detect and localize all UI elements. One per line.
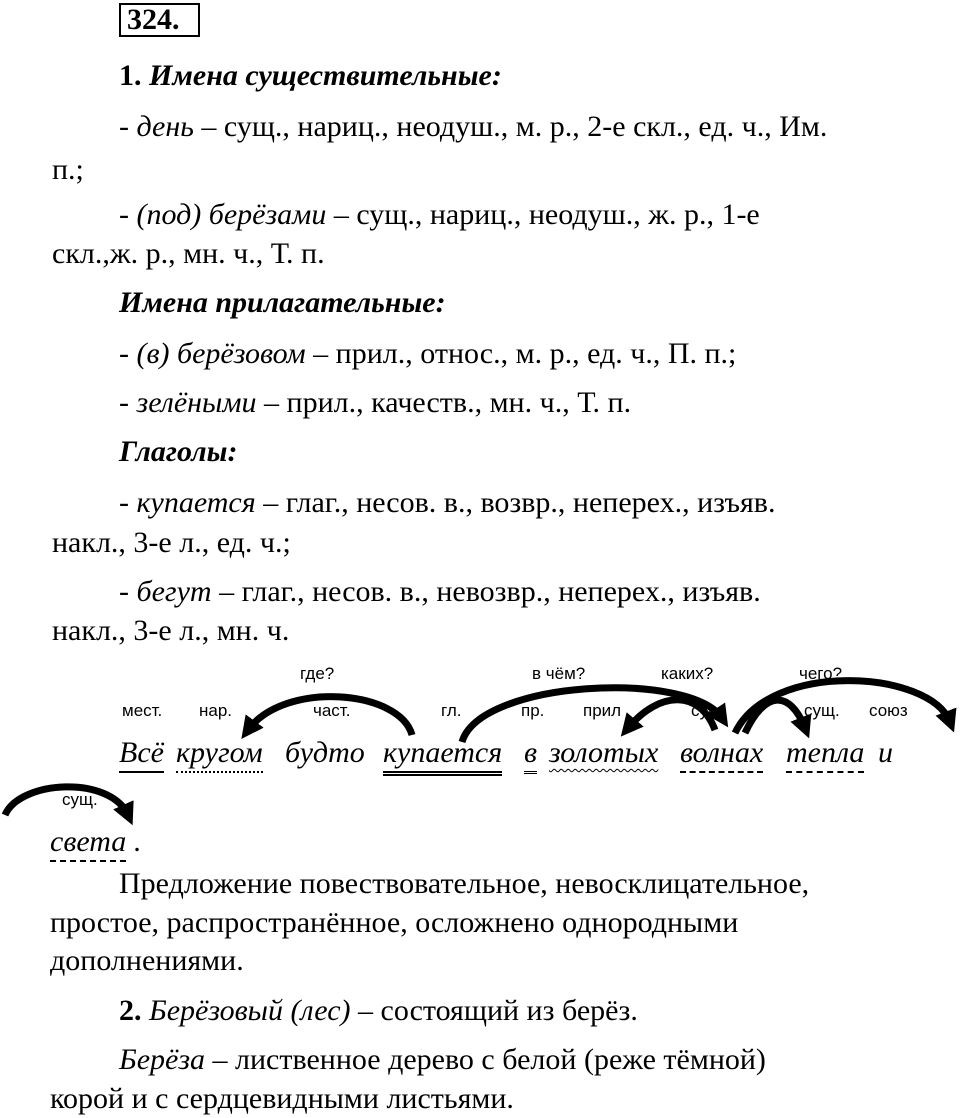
sentence-word-particle: будто bbox=[285, 736, 365, 769]
noun-entry-1-cont: п.; bbox=[52, 153, 84, 186]
entry-word: зелёными bbox=[136, 386, 257, 419]
entry-desc: – состоящий из берёз. bbox=[350, 994, 638, 1027]
entry-word: Берёзовый (лес) bbox=[149, 994, 351, 1027]
sentence-word-object: тепла bbox=[786, 735, 864, 773]
sentence-word-object: волнах bbox=[680, 735, 763, 773]
pos-label: гл. bbox=[441, 701, 462, 720]
pos-label: част. bbox=[313, 701, 351, 720]
sentence-word-predicate: купается bbox=[383, 735, 502, 776]
section-number: 2. bbox=[119, 994, 142, 1027]
verbs-heading: Глаголы: bbox=[119, 435, 238, 468]
sentence-word-attribute: золотых bbox=[549, 736, 659, 769]
sentence-period: . bbox=[134, 825, 142, 858]
adjective-entry-2: - зелёными – прил., качеств., мн. ч., Т. п. bbox=[119, 386, 632, 419]
verb-entry-2: - бегут – глаг., несов. в., невозвр., неперех., изъяв. bbox=[119, 575, 761, 608]
question-label: где? bbox=[300, 664, 335, 683]
entry-desc: – прил., качеств., мн. ч., Т. п. bbox=[256, 386, 632, 419]
entry-word: день bbox=[136, 110, 194, 143]
pos-label: мест. bbox=[122, 701, 163, 720]
sentence-word-subject: Всё bbox=[119, 735, 164, 773]
exercise-number: 324. bbox=[119, 3, 200, 37]
verb-entry-1: - купается – глаг., несов. в., возвр., неперех., изъяв. bbox=[119, 486, 776, 519]
entry-desc: – сущ., нариц., неодуш., м. р., 2-е скл., ед. ч., Им. bbox=[193, 110, 828, 143]
noun-entry-1: - день – сущ., нариц., неодуш., м. р., 2-е скл., ед. ч., Им. bbox=[119, 110, 828, 143]
pos-label: сущ bbox=[691, 701, 722, 720]
verb-entry-1-cont: накл., 3-е л., ед. ч.; bbox=[52, 526, 291, 559]
entry-word: (под) берёзами bbox=[136, 198, 327, 231]
analysis-line-1: Предложение повествовательное, невосклицательное, bbox=[119, 867, 810, 900]
sentence-word-adverbial: кругом bbox=[176, 735, 263, 773]
entry-word: Берёза bbox=[119, 1043, 206, 1076]
adjective-entry-1: - (в) берёзовом – прил., относ., м. р., ед. ч., П. п.; bbox=[119, 337, 737, 370]
noun-entry-2-cont: скл.,ж. р., мн. ч., Т. п. bbox=[52, 237, 325, 270]
entry-desc: – глаг., несов. в., возвр., неперех., изъяв. bbox=[255, 486, 776, 519]
pos-label: прил bbox=[583, 701, 622, 720]
entry-word: купается bbox=[136, 486, 256, 519]
pos-label: сущ. bbox=[62, 790, 98, 809]
definition-cont: корой и с сердцевидными листьями. bbox=[50, 1082, 514, 1115]
verb-entry-2-cont: накл., 3-е л., мн. ч. bbox=[52, 614, 290, 647]
entry-desc: – лиственное дерево с белой (реже тёмной) bbox=[205, 1043, 766, 1076]
entry-desc: – сущ., нариц., неодуш., ж. р., 1-е bbox=[326, 198, 760, 231]
entry-desc: – глаг., несов. в., невозвр., неперех., изъяв. bbox=[211, 575, 761, 608]
entry-word: (в) берёзовом bbox=[136, 337, 306, 370]
pos-label: пр. bbox=[521, 701, 545, 720]
section-number: 1. bbox=[119, 59, 142, 92]
pos-label: союз bbox=[869, 701, 908, 720]
entry-desc: – прил., относ., м. р., ед. ч., П. п.; bbox=[305, 337, 737, 370]
entry-word: бегут bbox=[136, 575, 212, 608]
question-label: в чём? bbox=[532, 664, 586, 683]
adjectives-heading: Имена прилагательные: bbox=[119, 286, 446, 319]
part2-line bbox=[119, 993, 638, 1029]
sentence-word-conjunction: и bbox=[878, 736, 893, 769]
analysis-line-3: дополнениями. bbox=[50, 944, 244, 977]
definition-line bbox=[119, 1042, 766, 1078]
sentence-word-preposition: в bbox=[524, 735, 537, 774]
sentence-word-object: света bbox=[50, 824, 126, 862]
question-label: каких? bbox=[661, 664, 714, 683]
section-title: Имена существительные: bbox=[149, 59, 502, 92]
analysis-line-2: простое, распространённое, осложнено однородными bbox=[50, 906, 739, 939]
question-label: чего? bbox=[799, 664, 843, 683]
noun-entry-2: - (под) берёзами – сущ., нариц., неодуш., ж. р., 1-е bbox=[119, 198, 760, 231]
pos-label: сущ. bbox=[804, 701, 840, 720]
pos-label: нар. bbox=[199, 701, 233, 720]
